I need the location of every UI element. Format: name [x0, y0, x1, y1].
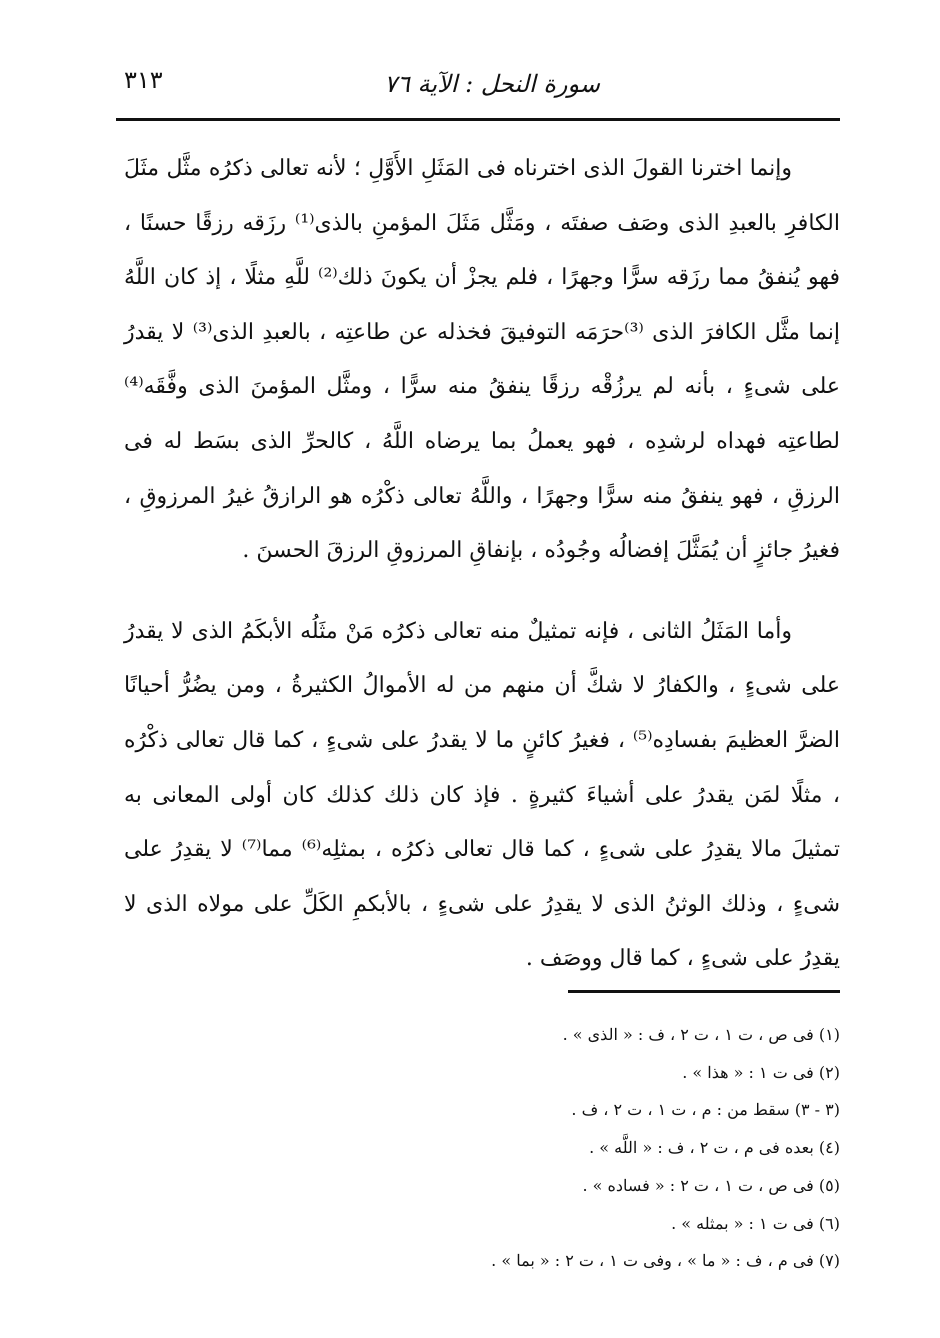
footnote-2: (٢) فى ت ١ : « هذا » . [682, 1062, 840, 1082]
page-number: ٣١٣ [124, 66, 163, 94]
footnote-7: (٧) فى م ، ف : « ما » ، وفى ت ١ ، ت ٢ : « بما » . [491, 1251, 840, 1271]
main-text [124, 142, 840, 987]
footnotes-list [380, 1016, 840, 1280]
footnote-5: (٥) فى ص ، ت ١ ، ت ٢ : « فساده » . [582, 1175, 840, 1195]
footnote-1: (١) فى ص ، ت ١ ، ت ٢ ، ف : « الذى » . [562, 1025, 840, 1044]
paragraph-2: وأما المَثَلُ الثانى ، فإنه تمثيلٌ منه تعالى ذكرُه مَنْ مثَلُه الأبكَمُ الذى لا يقدرُ على شىءٍ ، والكفارُ لا شكَّ أن منهم من له الأموالُ الكثيرةُ ، ومن يضُرُّ أحيانًا الضرَّ العظيمَ بفسادِه⁽⁵⁾ ، فغيرُ كائنٍ ما لا يقدرُ على شىءٍ ، كما قال تعالى ذكْرُه ، مثلًا لمَن يقدرُ على أشياءَ كثيرةٍ . فإذ كان ذلك كذلك كان أولى المعانى به تمثيلَ مالا يقدِرُ على شىءٍ ، كما قال تعالى ذكرُه ، بمثلِه⁽⁶⁾ مما⁽⁷⁾ لا يقدِرُ على شىءٍ ، وذلك الوثنُ الذى لا يقدِرُ على شىءٍ ، بالأبكمِ الكَلِّ على مولاه الذى لا يقدِرُ على شىءٍ ، كما قال ووصَف . [124, 618, 841, 972]
footnote-3: (٣ - ٣) سقط من : م ، ت ١ ، ت ٢ ، ف . [571, 1100, 840, 1120]
running-title: سورة النحل : الآية ٧٦ [384, 70, 600, 98]
footnote-4: (٤) بعده فى م ، ت ٢ ، ف : « اللَّه » . [589, 1138, 840, 1158]
footnote-separator [568, 990, 840, 993]
page-header [116, 56, 840, 121]
paragraph-1: وإنما اخترنا القولَ الذى اخترناه فى المَثَلِ الأَوَّلِ ؛ لأنه تعالى ذكرُه مثَّل مثَلَ الكافرِ بالعبدِ الذى وصَف صفتَه ، ومَثَّل مَثَلَ المؤمنِ بالذى⁽¹⁾ رزَقه رزقًا حسنًا ، فهو يُنفقُ مما رزَقه سرًّا وجهرًا ، فلم يجزْ أن يكونَ ذلك⁽²⁾ للَّهِ مثلًا ، إذ كان اللَّهُ إنما مثَّل الكافرَ الذى ⁽³⁾حرَمَه التوفيقَ فخذله عن طاعتِه ، بالعبدِ الذى⁽³⁾ لا يقدرُ على شىءٍ ، بأنه لم يرزُقْه رزقًا ينفقُ منه سرًّا ، ومثَّل المؤمنَ الذى وفَّقَه⁽⁴⁾ لطاعتِه فهداه لرشدِه ، فهو يعملُ بما يرضاه اللَّهُ ، كالحرِّ الذى بسَط له فى الرزقِ ، فهو ينفقُ منه سرًّا وجهرًا ، واللَّهُ تعالى ذكْرُه هو الرازقُ غيرُ المرزوقِ ، فغيرُ جائزٍ أن يُمَثَّلَ إفضالُه وجُودُه ، بإنفاقِ المرزوقِ الرزقَ الحسنَ . [124, 156, 840, 564]
footnote-6: (٦) فى ت ١ : « بمثله » . [671, 1213, 840, 1233]
